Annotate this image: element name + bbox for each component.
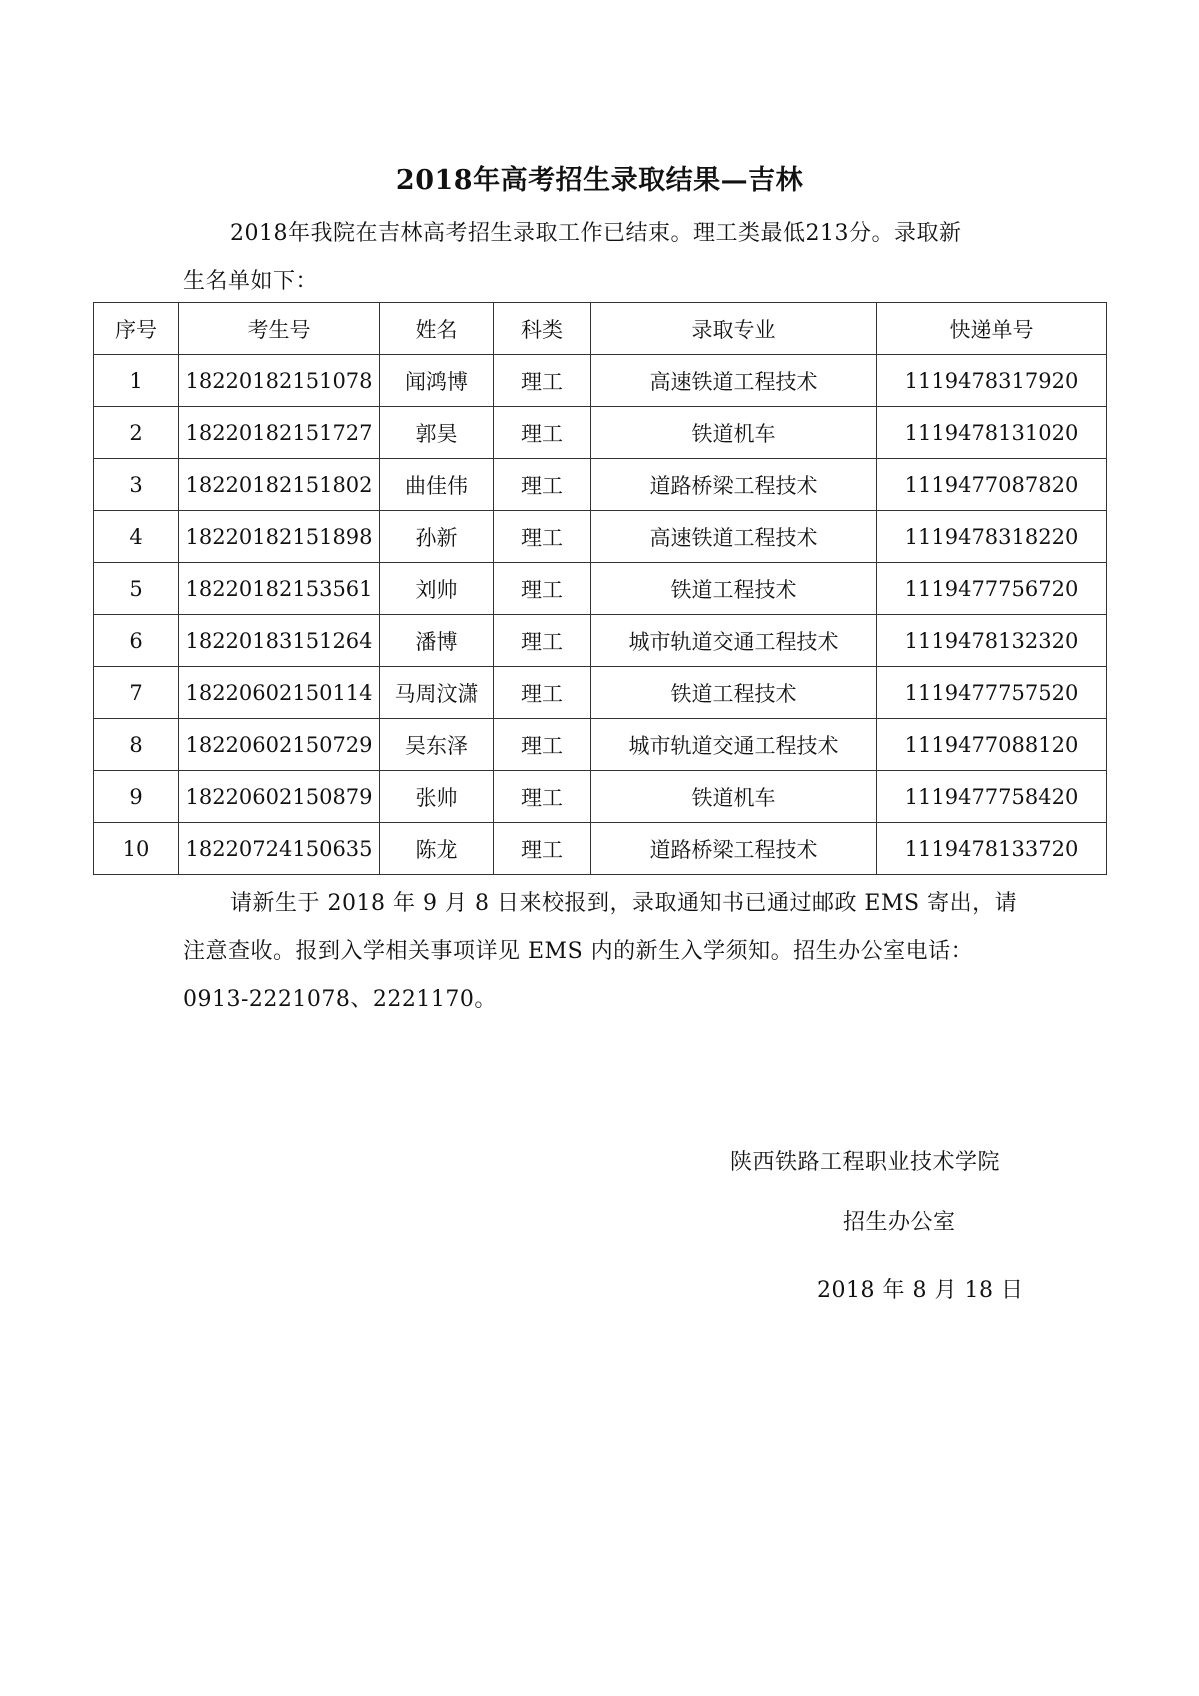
cell-exam-number: 18220183151264 [179,615,380,667]
cell-exam-number: 18220602150729 [179,719,380,771]
cell-major: 城市轨道交通工程技术 [591,615,877,667]
cell-index: 3 [94,459,179,511]
header-tracking-number: 快递单号 [877,303,1107,355]
table-row [94,667,1107,719]
cell-name: 孙新 [380,511,494,563]
table-row [94,355,1107,407]
cell-name: 郭昊 [380,407,494,459]
cell-major: 铁道机车 [591,407,877,459]
cell-exam-number: 18220724150635 [179,823,380,875]
cell-index: 1 [94,355,179,407]
cell-exam-number: 18220182151898 [179,511,380,563]
cell-tracking-number: 1119478131020 [877,407,1107,459]
table-row [94,823,1107,875]
cell-category: 理工 [494,407,591,459]
cell-tracking-number: 1119477757520 [877,667,1107,719]
cell-index: 10 [94,823,179,875]
cell-category: 理工 [494,667,591,719]
cell-name: 闻鸿博 [380,355,494,407]
cell-index: 8 [94,719,179,771]
cell-major: 铁道工程技术 [591,563,877,615]
cell-tracking-number: 1119477087820 [877,459,1107,511]
cell-tracking-number: 1119477756720 [877,563,1107,615]
page-title: 2018年高考招生录取结果—吉林 [395,165,804,196]
cell-exam-number: 18220182151802 [179,459,380,511]
table-header-row [94,303,1107,355]
cell-category: 理工 [494,459,591,511]
cell-name: 张帅 [380,771,494,823]
cell-category: 理工 [494,511,591,563]
cell-tracking-number: 1119478318220 [877,511,1107,563]
signature-organization: 陕西铁路工程职业技术学院 [730,1150,1001,1175]
cell-exam-number: 18220182153561 [179,563,380,615]
notice-line-3: 0913-2221078、2221170。 [183,987,497,1012]
cell-major: 道路桥梁工程技术 [591,823,877,875]
cell-major: 高速铁道工程技术 [591,355,877,407]
cell-tracking-number: 1119477088120 [877,719,1107,771]
cell-major: 城市轨道交通工程技术 [591,719,877,771]
cell-category: 理工 [494,355,591,407]
cell-tracking-number: 1119478317920 [877,355,1107,407]
cell-major: 高速铁道工程技术 [591,511,877,563]
intro-line-2: 生名单如下： [183,269,319,294]
table-row [94,615,1107,667]
intro-line-1: 2018年我院在吉林高考招生录取工作已结束。理工类最低213分。录取新 [230,221,962,246]
cell-index: 2 [94,407,179,459]
notice-paragraph [183,880,1063,1024]
cell-category: 理工 [494,719,591,771]
cell-index: 6 [94,615,179,667]
cell-major: 道路桥梁工程技术 [591,459,877,511]
table-row [94,459,1107,511]
intro-paragraph [183,210,1043,306]
cell-tracking-number: 1119478133720 [877,823,1107,875]
notice-line-1: 请新生于 2018 年 9 月 8 日来校报到，录取通知书已通过邮政 EMS 寄出，请 [230,891,1018,916]
header-category: 科类 [494,303,591,355]
cell-name: 吴东泽 [380,719,494,771]
cell-exam-number: 18220602150114 [179,667,380,719]
cell-category: 理工 [494,615,591,667]
signature-date: 2018 年 8 月 18 日 [817,1278,1024,1303]
cell-major: 铁道机车 [591,771,877,823]
header-exam-number: 考生号 [179,303,380,355]
header-index: 序号 [94,303,179,355]
table-row [94,511,1107,563]
cell-index: 4 [94,511,179,563]
cell-category: 理工 [494,771,591,823]
notice-line-2: 注意查收。报到入学相关事项详见 EMS 内的新生入学须知。招生办公室电话： [183,939,974,964]
cell-exam-number: 18220182151727 [179,407,380,459]
table-row [94,563,1107,615]
cell-exam-number: 18220182151078 [179,355,380,407]
cell-name: 陈龙 [380,823,494,875]
cell-tracking-number: 1119478132320 [877,615,1107,667]
table-row [94,719,1107,771]
cell-tracking-number: 1119477758420 [877,771,1107,823]
cell-category: 理工 [494,823,591,875]
admission-table [93,302,1107,875]
cell-index: 9 [94,771,179,823]
cell-name: 马周汶潇 [380,667,494,719]
cell-index: 5 [94,563,179,615]
cell-index: 7 [94,667,179,719]
cell-category: 理工 [494,563,591,615]
table-row [94,771,1107,823]
table-row [94,407,1107,459]
cell-name: 潘博 [380,615,494,667]
header-name: 姓名 [380,303,494,355]
header-major: 录取专业 [591,303,877,355]
cell-major: 铁道工程技术 [591,667,877,719]
cell-name: 曲佳伟 [380,459,494,511]
cell-name: 刘帅 [380,563,494,615]
signature-office: 招生办公室 [843,1210,956,1235]
cell-exam-number: 18220602150879 [179,771,380,823]
